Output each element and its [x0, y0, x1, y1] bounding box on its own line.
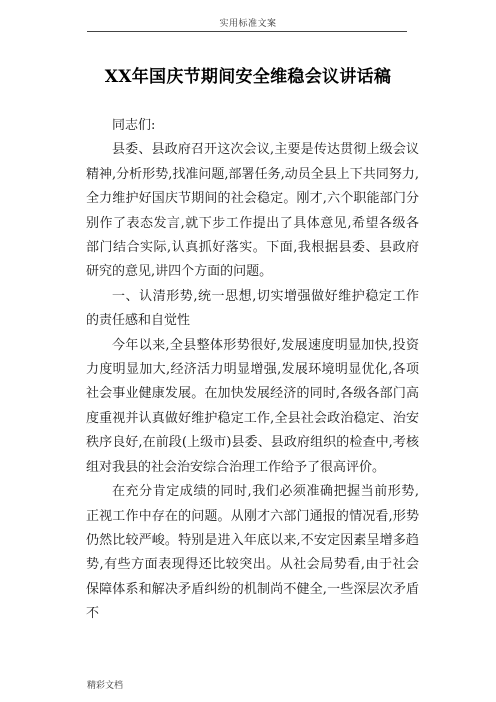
document-body: [86, 114, 419, 627]
document-title: XX年国庆节期间安全维稳会议讲话稿: [104, 67, 392, 87]
page-footer: 精彩文档: [87, 681, 124, 691]
section-heading: 一、认清形势,统一思想,切实增强做好维护稳定工作的责任感和自觉性: [86, 288, 419, 329]
salutation: 同志们:: [112, 118, 156, 133]
body-paragraph: 今年以来,全县整体形势很好,发展速度明显加快,投资力度明显加大,经济活力明显增强,发展环境明显优化,各项社会事业健康发展。在加快发展经济的同时,各级各部门高度重视并认真做好维护稳定工作,全县社会政治稳定、治安秩序良好,在前段(上级市)县委、县政府组织的检查中,考核组对我县的社会治安综合治理工作给予了很高评价。: [86, 337, 419, 475]
body-paragraph: 在充分肯定成绩的同时,我们必须准确把握当前形势,正视工作中存在的问题。从刚才六部门通报的情况看,形势仍然比较严峻。特别是进入年底以来,不安定因素呈增多趋势,有些方面表现得还比较突出。从社会局势看,由于社会保障体系和解决矛盾纠纷的机制尚不健全,一些深层次矛盾不: [86, 484, 419, 622]
header-divider: [87, 31, 407, 32]
page-header: 实用标准文案: [219, 19, 277, 29]
body-paragraph: 县委、县政府召开这次会议,主要是传达贯彻上级会议精神,分析形势,找准问题,部署任务,动员全县上下共同努力,全力维护好国庆节期间的社会稳定。刚才,六个职能部门分别作了表态发言,就下步工作提出了具体意见,希望各级各部门结合实际,认真抓好落实。下面,我根据县委、县政府研究的意见,讲四个方面的问题。: [86, 142, 419, 280]
